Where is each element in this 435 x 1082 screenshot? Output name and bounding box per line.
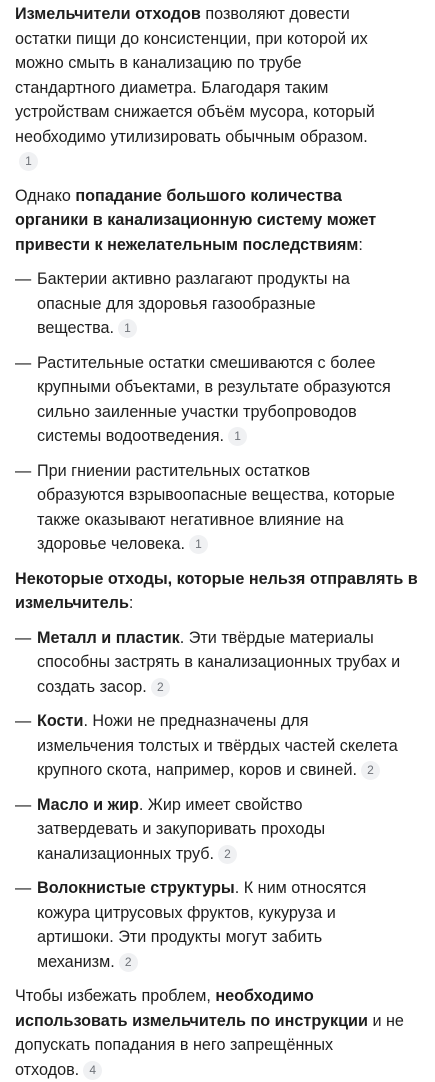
citation-badge[interactable]: 2 bbox=[151, 678, 170, 697]
waste-intro-bold: измельчитель bbox=[15, 594, 129, 612]
consequences-tail: : bbox=[358, 235, 363, 254]
item-text: артишоки. Эти продукты могут забить bbox=[37, 928, 323, 946]
item-text: . Ножи не предназначены для bbox=[83, 712, 309, 730]
item-text: измельчения толстых и твёрдых частей скелета bbox=[37, 736, 398, 755]
item-text: При гниении растительных остатков bbox=[37, 461, 311, 480]
item-title: Металл и пластик bbox=[37, 628, 180, 647]
conclusion-paragraph bbox=[15, 984, 435, 1082]
list-item bbox=[15, 626, 435, 700]
item-text: кожура цитрусовых фруктов, кукуруза и bbox=[37, 903, 336, 922]
conclusion-text: допускать попадания в него запрещённых bbox=[15, 1036, 334, 1054]
dash-bullet: — bbox=[15, 270, 32, 288]
conclusion-text: отходов. bbox=[15, 1060, 80, 1079]
item-title: Кости bbox=[37, 712, 84, 730]
waste-list bbox=[15, 626, 435, 975]
item-text: здоровье человека. bbox=[37, 535, 185, 553]
item-text: системы водоотведения. bbox=[37, 427, 225, 445]
intro-bold: Измельчители отходов bbox=[15, 5, 201, 23]
item-text: крупными объектами, в результате образуются bbox=[37, 378, 391, 396]
item-text: . Эти твёрдые материалы bbox=[179, 628, 374, 647]
item-text: механизм. bbox=[37, 952, 115, 971]
list-item bbox=[15, 876, 435, 974]
item-text: образуются взрывоопасные вещества, которые bbox=[37, 486, 395, 504]
item-text: . Жир имеет свойство bbox=[138, 795, 303, 814]
waste-intro-tail: : bbox=[128, 594, 134, 612]
dash-bullet: — bbox=[15, 712, 32, 730]
list-item bbox=[15, 459, 435, 557]
intro-text: необходимо утилизировать обычным образом. bbox=[15, 127, 368, 146]
dash-bullet: — bbox=[15, 795, 32, 814]
intro-text: можно смыть в канализацию по трубе bbox=[15, 54, 302, 72]
list-item bbox=[15, 709, 435, 783]
citation-badge[interactable]: 1 bbox=[228, 427, 247, 446]
consequences-bold: органики в канализационную систему может bbox=[15, 211, 377, 229]
citation-badge[interactable]: 1 bbox=[189, 535, 208, 554]
citation-badge[interactable]: 4 bbox=[83, 1061, 102, 1080]
conclusion-bold: необходимо bbox=[215, 987, 314, 1005]
dash-bullet: — bbox=[15, 461, 32, 480]
dash-bullet: — bbox=[15, 353, 32, 372]
item-text: опасные для здоровья газообразные bbox=[37, 294, 316, 313]
citation-badge[interactable]: 2 bbox=[119, 953, 138, 972]
conclusion-bold: использовать измельчитель по инструкции bbox=[15, 1011, 368, 1030]
conclusion-text: и не bbox=[367, 1011, 404, 1030]
consequences-list bbox=[15, 267, 435, 557]
citation-badge[interactable]: 2 bbox=[361, 761, 380, 780]
waste-intro-bold: Некоторые отходы, которые нельзя отправлять в bbox=[15, 569, 418, 588]
list-item bbox=[15, 267, 435, 341]
intro-text: устройствам снижается объём мусора, который bbox=[15, 103, 375, 121]
intro-text: остатки пищи до консистенции, при которой их bbox=[15, 29, 368, 48]
conclusion-text: Чтобы избежать проблем, bbox=[15, 987, 216, 1005]
dash-bullet: — bbox=[15, 628, 32, 647]
item-text: создать засор. bbox=[37, 677, 147, 696]
intro-text: позволяют довести bbox=[200, 5, 350, 23]
dash-bullet: — bbox=[15, 879, 32, 897]
item-title: Волокнистые структуры bbox=[37, 879, 235, 897]
consequences-intro bbox=[15, 184, 435, 258]
item-text: . К ним относятся bbox=[234, 879, 367, 897]
consequences-bold: привести к нежелательным последствиям bbox=[15, 235, 359, 254]
item-title: Масло и жир bbox=[37, 795, 139, 814]
citation-badge[interactable]: 1 bbox=[19, 152, 38, 171]
item-text: вещества. bbox=[37, 319, 114, 337]
item-text: также оказывают негативное влияние на bbox=[37, 510, 344, 529]
citation-badge[interactable]: 1 bbox=[118, 319, 137, 338]
item-text: канализационных труб. bbox=[37, 844, 214, 863]
intro-text: стандартного диаметра. Благодаря таким bbox=[15, 78, 329, 97]
intro-paragraph bbox=[15, 2, 435, 174]
consequences-lead: Однако bbox=[15, 186, 76, 205]
list-item bbox=[15, 351, 435, 449]
consequences-bold: попадание большого количества bbox=[75, 186, 342, 205]
list-item bbox=[15, 793, 435, 867]
item-text: способны застрять в канализационных трубах и bbox=[37, 653, 401, 671]
item-text: Бактерии активно разлагают продукты на bbox=[37, 270, 350, 288]
citation-badge[interactable]: 2 bbox=[218, 845, 237, 864]
item-text: затвердевать и закупоривать проходы bbox=[37, 820, 326, 838]
item-text: крупного скота, например, коров и свиней. bbox=[37, 761, 357, 779]
waste-intro bbox=[15, 567, 435, 616]
item-text: Растительные остатки смешиваются с более bbox=[37, 353, 376, 372]
item-text: сильно заиленные участки трубопроводов bbox=[37, 402, 357, 421]
